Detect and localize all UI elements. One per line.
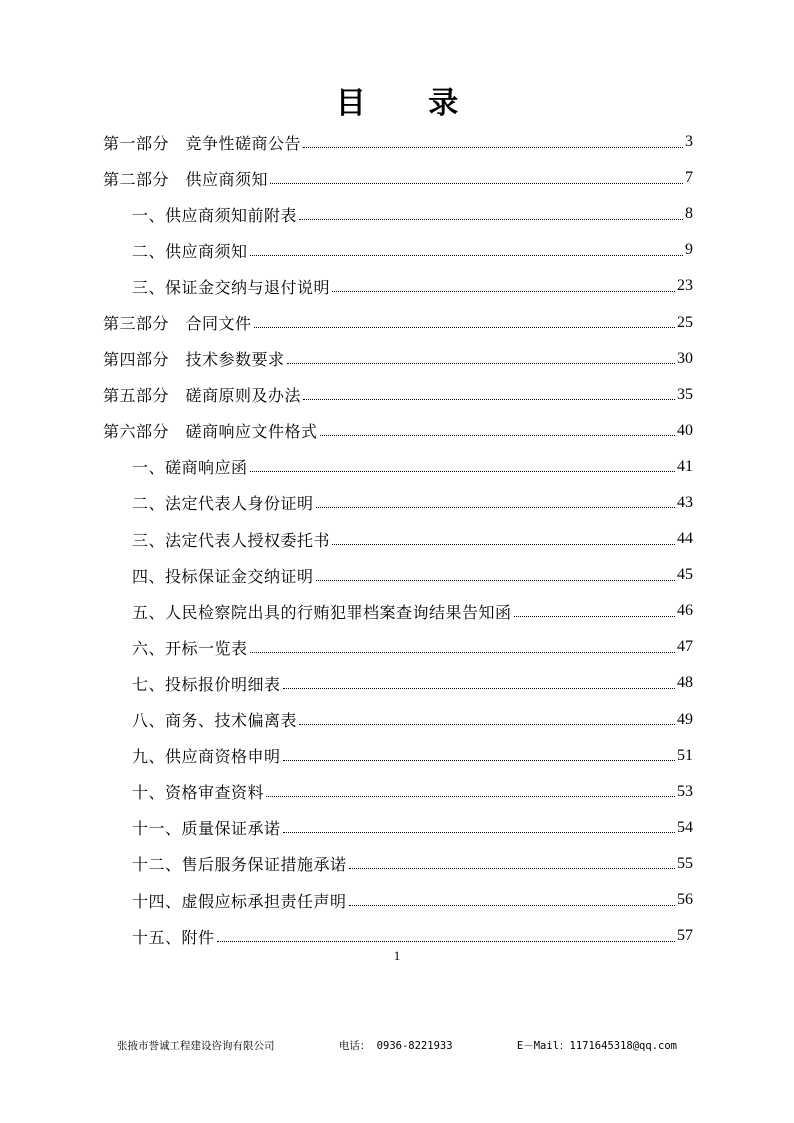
toc-entry-label: 四、投标保证金交纳证明	[132, 566, 314, 586]
footer-company: 张掖市誉诚工程建设咨询有限公司	[117, 1040, 275, 1052]
toc-entry-page: 47	[677, 638, 693, 656]
toc-entry-page: 23	[677, 277, 693, 295]
toc-entry[interactable]	[103, 485, 693, 521]
toc-entry-label: 十一、质量保证承诺	[132, 819, 281, 839]
toc-entry-label: 十四、虚假应标承担责任声明	[132, 891, 347, 911]
toc-entry[interactable]	[103, 774, 693, 810]
toc-entry[interactable]	[103, 593, 693, 629]
toc-leader-dots	[299, 724, 675, 725]
footer-phone: 电话： 0936-8221933	[338, 1040, 453, 1052]
toc-entry-page: 44	[677, 530, 693, 548]
page-footer	[117, 1038, 677, 1053]
toc-leader-dots	[270, 183, 683, 184]
toc-entry-label: 第二部分 供应商须知	[103, 169, 269, 189]
toc-entry-label: 第六部分 磋商响应文件格式	[103, 422, 318, 442]
toc-entry-label: 十五、附件	[132, 927, 215, 947]
page-title: 目 录	[335, 86, 485, 121]
toc-entry-label: 第三部分 合同文件	[103, 314, 252, 334]
footer-email: E－Mail：1171645318@qq.com	[516, 1040, 677, 1052]
toc-entry[interactable]	[103, 738, 693, 774]
toc-entry-label: 第四部分 技术参数要求	[103, 350, 285, 370]
toc-entry[interactable]	[103, 521, 693, 557]
toc-leader-dots	[217, 941, 675, 942]
toc-leader-dots	[250, 255, 683, 256]
toc-leader-dots	[283, 688, 675, 689]
toc-entry-page: 48	[677, 674, 693, 692]
toc-entry[interactable]	[103, 377, 693, 413]
toc-entry[interactable]	[103, 124, 693, 160]
toc-entry[interactable]	[103, 268, 693, 304]
toc-entry-label: 第一部分 竞争性磋商公告	[103, 133, 302, 153]
toc-leader-dots	[320, 435, 675, 436]
toc-leader-dots	[316, 507, 675, 508]
toc-leader-dots	[349, 868, 675, 869]
toc-entry-label: 九、供应商资格申明	[132, 747, 281, 767]
toc-entry-page: 9	[685, 241, 693, 259]
toc-entry-label: 十二、售后服务保证措施承诺	[132, 855, 347, 875]
toc-entry-page: 25	[677, 313, 693, 331]
toc-leader-dots	[250, 471, 675, 472]
toc-entry[interactable]	[103, 629, 693, 665]
toc-entry-page: 35	[677, 385, 693, 403]
table-of-contents	[103, 124, 693, 954]
toc-leader-dots	[283, 760, 675, 761]
toc-entry-label: 五、人民检察院出具的行贿犯罪档案查询结果告知函	[132, 602, 512, 622]
toc-entry-page: 53	[677, 782, 693, 800]
toc-entry[interactable]	[103, 882, 693, 918]
toc-entry-page: 43	[677, 493, 693, 511]
toc-entry-page: 55	[677, 854, 693, 872]
toc-entry-page: 41	[677, 457, 693, 475]
toc-entry-page: 8	[685, 205, 693, 223]
toc-leader-dots	[266, 796, 675, 797]
toc-entry-page: 51	[677, 746, 693, 764]
toc-leader-dots	[303, 399, 675, 400]
toc-entry[interactable]	[103, 196, 693, 232]
toc-entry[interactable]	[103, 449, 693, 485]
toc-entry[interactable]	[103, 810, 693, 846]
toc-entry-page: 56	[677, 891, 693, 909]
toc-entry[interactable]	[103, 232, 693, 268]
toc-entry-label: 二、供应商须知	[132, 241, 248, 261]
toc-entry-page: 54	[677, 818, 693, 836]
toc-entry-label: 三、法定代表人授权委托书	[132, 530, 331, 550]
toc-leader-dots	[299, 219, 683, 220]
toc-entry-page: 57	[677, 927, 693, 945]
toc-entry[interactable]	[103, 557, 693, 593]
toc-entry-page: 3	[685, 133, 693, 151]
toc-entry[interactable]	[103, 160, 693, 196]
toc-leader-dots	[287, 363, 675, 364]
toc-entry[interactable]	[103, 413, 693, 449]
toc-leader-dots	[349, 905, 675, 906]
toc-entry-label: 二、法定代表人身份证明	[132, 494, 314, 514]
toc-entry-label: 一、供应商须知前附表	[132, 205, 298, 225]
toc-entry[interactable]	[103, 304, 693, 340]
toc-leader-dots	[283, 832, 675, 833]
toc-entry-page: 45	[677, 566, 693, 584]
toc-leader-dots	[332, 291, 675, 292]
toc-entry[interactable]	[103, 665, 693, 701]
toc-entry-label: 一、磋商响应函	[132, 458, 248, 478]
toc-entry[interactable]	[103, 341, 693, 377]
toc-entry-label: 六、开标一览表	[132, 638, 248, 658]
toc-leader-dots	[332, 544, 675, 545]
toc-entry[interactable]	[103, 702, 693, 738]
toc-entry-page: 30	[677, 349, 693, 367]
toc-leader-dots	[303, 147, 683, 148]
toc-entry-page: 46	[677, 602, 693, 620]
toc-entry-label: 三、保证金交纳与退付说明	[132, 277, 331, 297]
toc-leader-dots	[514, 616, 675, 617]
page-number: 1	[393, 948, 401, 963]
toc-entry-label: 七、投标报价明细表	[132, 674, 281, 694]
toc-entry[interactable]	[103, 846, 693, 882]
toc-leader-dots	[254, 327, 675, 328]
toc-entry-page: 7	[685, 169, 693, 187]
toc-entry-label: 八、商务、技术偏离表	[132, 711, 298, 731]
toc-entry-label: 十、资格审查资料	[132, 783, 265, 803]
toc-entry-label: 第五部分 磋商原则及办法	[103, 386, 302, 406]
toc-leader-dots	[316, 580, 675, 581]
toc-entry-page: 40	[677, 421, 693, 439]
toc-entry-page: 49	[677, 710, 693, 728]
toc-leader-dots	[250, 652, 675, 653]
